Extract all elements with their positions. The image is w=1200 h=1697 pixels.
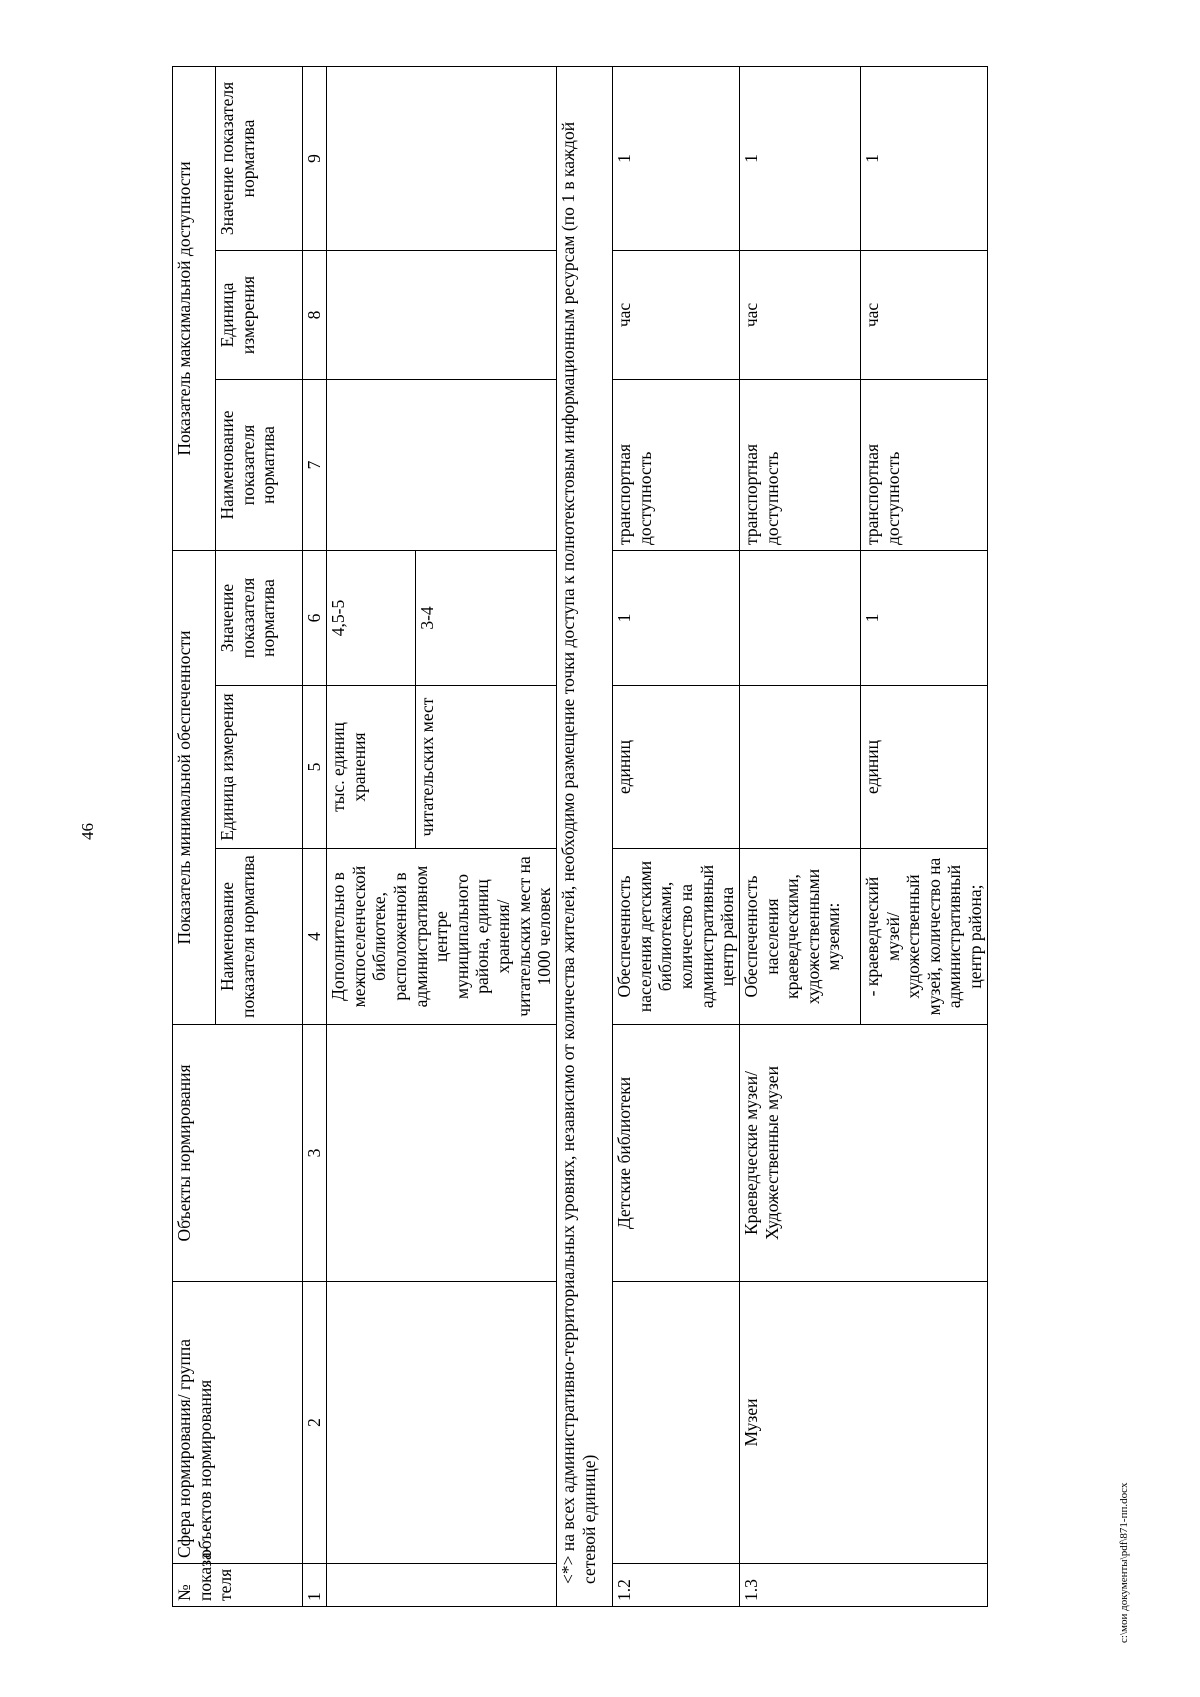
- footnote-row: [557, 66, 613, 1606]
- row-indicator-name: Обеспеченность населения краеведческими, художественными музеями:: [739, 849, 860, 1025]
- row-unit: единиц: [860, 686, 987, 849]
- header-max-access: Показатель максимальной доступности: [173, 66, 216, 550]
- row-max-unit: час: [860, 250, 987, 379]
- column-number: 6: [303, 550, 327, 685]
- column-number: 2: [303, 1282, 327, 1564]
- table-row: [739, 66, 860, 1606]
- extra-unit-seats: читательских мест: [415, 686, 556, 849]
- row-max-value: 1: [739, 66, 860, 250]
- row-max-name: транспортная доступность: [739, 379, 860, 550]
- row-number: 1.3: [739, 1564, 860, 1607]
- extra-row-storage: [327, 66, 416, 1606]
- empty-cell: [327, 1282, 557, 1564]
- header-objects: Объекты нормирования: [173, 1025, 303, 1282]
- rotated-page-content: [172, 67, 1002, 1607]
- header-row-top: [173, 66, 216, 1606]
- column-number: 5: [303, 686, 327, 849]
- empty-cell: [327, 1025, 557, 1282]
- row-objects: Краеведческие музеи/ Художественные музеи: [739, 1025, 860, 1282]
- header-unit: Единица измерения: [216, 686, 303, 849]
- row-max-unit: час: [739, 250, 860, 379]
- column-number: 8: [303, 250, 327, 379]
- header-number: № показа-теля: [173, 1564, 303, 1607]
- extra-unit-storage: тыс. единиц хранения: [327, 686, 416, 849]
- column-number: 3: [303, 1025, 327, 1282]
- empty-cell: [860, 1025, 987, 1282]
- empty-cell: [739, 550, 860, 685]
- footer-file-path: c:\мои документы\pdf\871-пп.docx: [1118, 1482, 1130, 1643]
- row-max-value: 1: [860, 66, 987, 250]
- header-indicator-name-max: Наименование показателя норматива: [216, 379, 303, 550]
- column-number: 1: [303, 1564, 327, 1607]
- row-value: 1: [860, 550, 987, 685]
- row-number: 1.2: [613, 1564, 740, 1607]
- empty-cell: [327, 1564, 557, 1607]
- column-number: 4: [303, 849, 327, 1025]
- footnote: <*> на всех административно-территориальных уровнях, независимо от количества жителей, необходимо размещение точки доступа к полнотекстовым информационным ресурсам (по 1 в каждой сетевой единице): [557, 66, 613, 1606]
- empty-cell: [860, 1564, 987, 1607]
- extra-indicator-name: Дополнительно в межпоселенческой библиотеке, расположенной в административном центре муниципального района, единиц хранения/ читательских мест на 1000 человек: [327, 849, 557, 1025]
- row-sphere: Музеи: [739, 1282, 860, 1564]
- header-indicator-name: Наименование показателя норматива: [216, 849, 303, 1025]
- row-max-unit: час: [613, 250, 740, 379]
- page-number: 46: [78, 823, 97, 840]
- table-row: [613, 66, 740, 1606]
- empty-cell: [327, 66, 557, 250]
- header-min-provision: Показатель минимальной обеспеченности: [173, 550, 216, 1024]
- row-objects: Детские библиотеки: [613, 1025, 740, 1282]
- row-max-name: транспортная доступность: [613, 379, 740, 550]
- header-indicator-value: Значение показателя норматива: [216, 550, 303, 685]
- row-indicator-name: Обеспеченность населения детскими библиотеками, количество на административный центр района: [613, 849, 740, 1025]
- header-unit-max: Единица измерения: [216, 250, 303, 379]
- empty-cell: [327, 250, 557, 379]
- row-max-name: транспортная доступность: [860, 379, 987, 550]
- empty-cell: [860, 1282, 987, 1564]
- empty-cell: [327, 379, 557, 550]
- row-value: 1: [613, 550, 740, 685]
- standards-table: [172, 66, 988, 1607]
- row-max-value: 1: [613, 66, 740, 250]
- header-sphere: Сфера нормирования/ группа объектов нормирования: [173, 1282, 303, 1564]
- column-number-row: [303, 66, 327, 1606]
- row-unit: единиц: [613, 686, 740, 849]
- column-number: 9: [303, 66, 327, 250]
- empty-cell: [739, 686, 860, 849]
- extra-value-storage: 4,5-5: [327, 550, 416, 685]
- row-indicator-name: - краеведческий музей/ художественный музей, количество на административный центр района;: [860, 849, 987, 1025]
- empty-cell: [613, 1282, 740, 1564]
- table-row: [860, 66, 987, 1606]
- extra-value-seats: 3-4: [415, 550, 556, 685]
- header-indicator-value-max: Значение показателя норматива: [216, 66, 303, 250]
- column-number: 7: [303, 379, 327, 550]
